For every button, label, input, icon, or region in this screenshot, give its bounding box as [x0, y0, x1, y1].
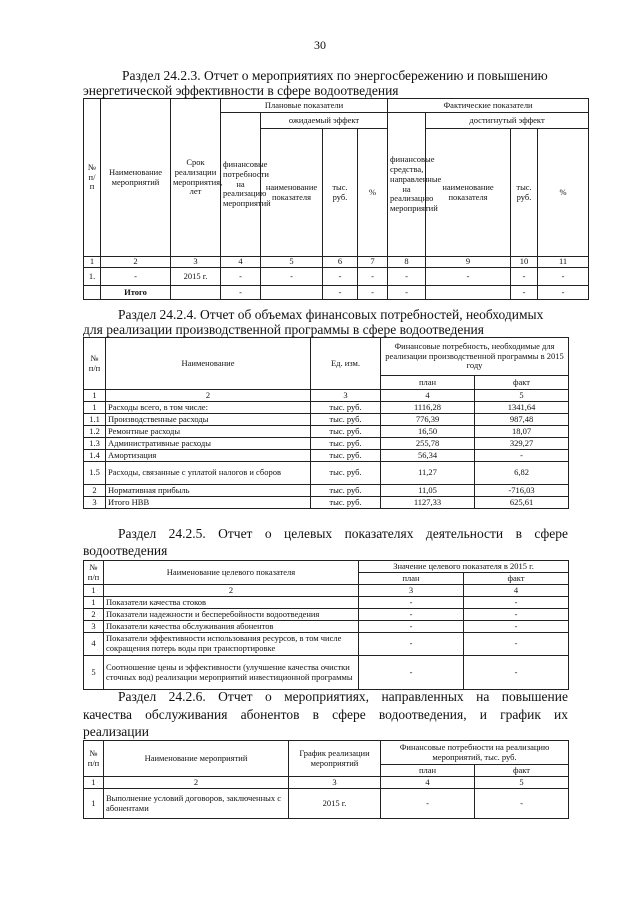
cell: -: [464, 656, 569, 690]
cell: 1.5: [84, 462, 106, 485]
header-num: № п/ п: [84, 99, 101, 257]
header-num: № п/п: [84, 561, 104, 585]
section-2426-title-line2: качества обслуживания абонентов в сфере водоотведения, и график их: [83, 707, 568, 722]
header-expected: ожидаемый эффект: [261, 113, 388, 129]
col-num: 4: [381, 777, 475, 789]
cell: Ремонтные расходы: [106, 426, 311, 438]
table-row: [84, 402, 569, 414]
target-indicators-table: [83, 560, 569, 690]
cell: -: [261, 268, 323, 286]
header-plan-fin: финансовые потребности на реализацию мероприятий: [221, 113, 261, 257]
financial-needs-table: [83, 337, 569, 509]
col-num: 1: [84, 585, 104, 597]
col-num: 8: [388, 257, 426, 268]
section-2423-title-line1: Раздел 24.2.3. Отчет о мероприятиях по энергосбережению и повышению: [122, 68, 548, 83]
cell: 3: [84, 497, 106, 509]
col-num: 1: [84, 777, 104, 789]
section-2425-title-line1: Раздел 24.2.5. Отчет о целевых показателях деятельности в сфере: [118, 526, 568, 541]
cell: -: [388, 286, 426, 300]
col-num: 4: [381, 390, 475, 402]
cell: 11,05: [381, 485, 475, 497]
cell: 2015 г.: [171, 268, 221, 286]
header-fact-pct: %: [538, 129, 589, 257]
header-name: Наименование: [106, 338, 311, 390]
cell: 16,50: [381, 426, 475, 438]
cell: тыс. руб.: [311, 438, 381, 450]
cell: Показатели качества обслуживания абонентов: [104, 621, 359, 633]
cell: [84, 286, 101, 300]
cell: тыс. руб.: [311, 426, 381, 438]
cell: 5: [84, 656, 104, 690]
col-num: 10: [511, 257, 538, 268]
col-num: 3: [359, 585, 464, 597]
cell: 18,07: [475, 426, 569, 438]
cell: 1.4: [84, 450, 106, 462]
col-num: 11: [538, 257, 589, 268]
table-row: [84, 450, 569, 462]
page-number: 30: [314, 38, 326, 52]
cell: 1341,64: [475, 402, 569, 414]
column-numbers-row: [84, 257, 589, 268]
col-num: 4: [464, 585, 569, 597]
cell: -: [511, 268, 538, 286]
header-fact-rub: тыс. руб.: [511, 129, 538, 257]
col-num: 9: [426, 257, 511, 268]
cell: 4: [84, 633, 104, 656]
cell: [426, 286, 511, 300]
cell: 1116,28: [381, 402, 475, 414]
column-numbers-row: [84, 585, 569, 597]
cell: 2015 г.: [289, 789, 381, 819]
col-num: 1: [84, 257, 101, 268]
col-num: 5: [261, 257, 323, 268]
header-fin-needs: Финансовые потребности на реализацию мероприятий, тыс. руб.: [381, 741, 569, 765]
cell: -: [538, 268, 589, 286]
section-2426-title-line3: реализации: [83, 724, 149, 739]
cell: 11,27: [381, 462, 475, 485]
cell: -: [381, 789, 475, 819]
header-plan: план: [359, 573, 464, 585]
cell: 255,78: [381, 438, 475, 450]
cell: тыс. руб.: [311, 497, 381, 509]
cell: -: [464, 621, 569, 633]
cell: Показатели надежности и бесперебойности водоотведения: [104, 609, 359, 621]
cell: Производственные расходы: [106, 414, 311, 426]
header-plan-rub: тыс. руб.: [323, 129, 358, 257]
cell: -: [359, 633, 464, 656]
cell: -: [464, 633, 569, 656]
cell: 3: [84, 621, 104, 633]
table-row: [84, 633, 569, 656]
col-num: 2: [104, 585, 359, 597]
header-unit: Ед. изм.: [311, 338, 381, 390]
energy-saving-table: [83, 98, 589, 300]
table-row: [84, 621, 569, 633]
cell: -: [359, 621, 464, 633]
header-name: Наименование мероприятий: [101, 99, 171, 257]
col-num: 5: [475, 777, 569, 789]
cell: 987,48: [475, 414, 569, 426]
cell: 1: [84, 402, 106, 414]
cell: тыс. руб.: [311, 414, 381, 426]
cell: [261, 286, 323, 300]
cell: Показатели качества стоков: [104, 597, 359, 609]
cell: тыс. руб.: [311, 462, 381, 485]
cell: тыс. руб.: [311, 485, 381, 497]
col-num: 3: [289, 777, 381, 789]
cell: [171, 286, 221, 300]
cell: 1127,33: [381, 497, 475, 509]
cell: Нормативная прибыль: [106, 485, 311, 497]
table-row: [84, 656, 569, 690]
cell: тыс. руб.: [311, 402, 381, 414]
col-num: 6: [323, 257, 358, 268]
cell: -: [359, 656, 464, 690]
cell: 1.1: [84, 414, 106, 426]
header-fact-indicator: наименование показателя: [426, 129, 511, 257]
section-2423-title-line2: энергетической эффективности в сфере водоотведения: [83, 83, 399, 98]
cell: -: [221, 286, 261, 300]
header-term: Срок реализации мероприятия, лет: [171, 99, 221, 257]
cell: 56,34: [381, 450, 475, 462]
cell: -: [464, 597, 569, 609]
table-row: [84, 609, 569, 621]
cell: Административные расходы: [106, 438, 311, 450]
column-numbers-row: [84, 777, 569, 789]
cell: -: [388, 268, 426, 286]
header-plan-indicator: наименование показателя: [261, 129, 323, 257]
cell: 1: [84, 597, 104, 609]
cell: -: [323, 268, 358, 286]
cell: -: [464, 609, 569, 621]
header-plan: Плановые показатели: [221, 99, 388, 113]
table-row: [84, 414, 569, 426]
cell: Амортизация: [106, 450, 311, 462]
column-numbers-row: [84, 390, 569, 402]
col-num: 1: [84, 390, 106, 402]
header-value: Значение целевого показателя в 2015 г.: [359, 561, 569, 573]
cell: 625,61: [475, 497, 569, 509]
cell: Соотношение цены и эффективности (улучшение качества очистки сточных вод) реализации мероприятий инвестиционной программы: [104, 656, 359, 690]
cell: тыс. руб.: [311, 450, 381, 462]
cell: -: [359, 609, 464, 621]
cell: -: [358, 268, 388, 286]
table-row: [84, 597, 569, 609]
cell: -: [426, 268, 511, 286]
service-quality-table: [83, 740, 569, 819]
table-row: [84, 485, 569, 497]
header-name: Наименование целевого показателя: [104, 561, 359, 585]
total-label: Итого: [101, 286, 171, 300]
table-row: [84, 497, 569, 509]
col-num: 5: [475, 390, 569, 402]
header-fact: Фактические показатели: [388, 99, 589, 113]
cell: Расходы, связанные с уплатой налогов и сборов: [106, 462, 311, 485]
header-num: № п/п: [84, 741, 104, 777]
section-2426-title-line1: Раздел 24.2.6. Отчет о мероприятиях, направленных на повышение: [118, 689, 568, 704]
table-row: [84, 789, 569, 819]
cell: -716,03: [475, 485, 569, 497]
cell: 776,39: [381, 414, 475, 426]
header-name: Наименование мероприятий: [104, 741, 289, 777]
cell: -: [538, 286, 589, 300]
cell: 1.: [84, 268, 101, 286]
table-row: [84, 438, 569, 450]
total-row: [84, 286, 589, 300]
cell: -: [221, 268, 261, 286]
header-plan: план: [381, 376, 475, 390]
cell: Итого НВВ: [106, 497, 311, 509]
header-fact: факт: [464, 573, 569, 585]
cell: Расходы всего, в том числе:: [106, 402, 311, 414]
col-num: 2: [106, 390, 311, 402]
cell: -: [101, 268, 171, 286]
table-row: [84, 426, 569, 438]
cell: Показатели эффективности использования ресурсов, в том числе сокращения потерь воды при транспортировке: [104, 633, 359, 656]
header-fin-needs: Финансовые потребность, необходимые для реализации производственной программы в 2015 году: [381, 338, 569, 376]
cell: 1: [84, 789, 104, 819]
header-num: № п/п: [84, 338, 106, 390]
cell: 2: [84, 609, 104, 621]
cell: -: [358, 286, 388, 300]
cell: 2: [84, 485, 106, 497]
col-num: 2: [104, 777, 289, 789]
cell: 329,27: [475, 438, 569, 450]
col-num: 3: [171, 257, 221, 268]
col-num: 3: [311, 390, 381, 402]
header-plan: план: [381, 765, 475, 777]
section-2424-title-line2: для реализации производственной программы в сфере водоотведения: [83, 322, 484, 337]
table-row: [84, 462, 569, 485]
col-num: 7: [358, 257, 388, 268]
section-2425-title-line2: водоотведения: [83, 543, 168, 558]
table-row: [84, 268, 589, 286]
header-achieved: достигнутый эффект: [426, 113, 589, 129]
cell: 6,82: [475, 462, 569, 485]
cell: Выполнение условий договоров, заключенных с абонентами: [104, 789, 289, 819]
header-fact: факт: [475, 765, 569, 777]
cell: 1.3: [84, 438, 106, 450]
header-plan-pct: %: [358, 129, 388, 257]
cell: 1.2: [84, 426, 106, 438]
section-2424-title-line1: Раздел 24.2.4. Отчет об объемах финансовых потребностей, необходимых: [118, 307, 544, 322]
header-fact-fin: финансовые средства, направленные на реализацию мероприятий: [388, 113, 426, 257]
header-fact: факт: [475, 376, 569, 390]
cell: -: [475, 789, 569, 819]
cell: -: [323, 286, 358, 300]
col-num: 2: [101, 257, 171, 268]
cell: -: [511, 286, 538, 300]
cell: -: [359, 597, 464, 609]
cell: -: [475, 450, 569, 462]
col-num: 4: [221, 257, 261, 268]
header-schedule: График реализации мероприятий: [289, 741, 381, 777]
